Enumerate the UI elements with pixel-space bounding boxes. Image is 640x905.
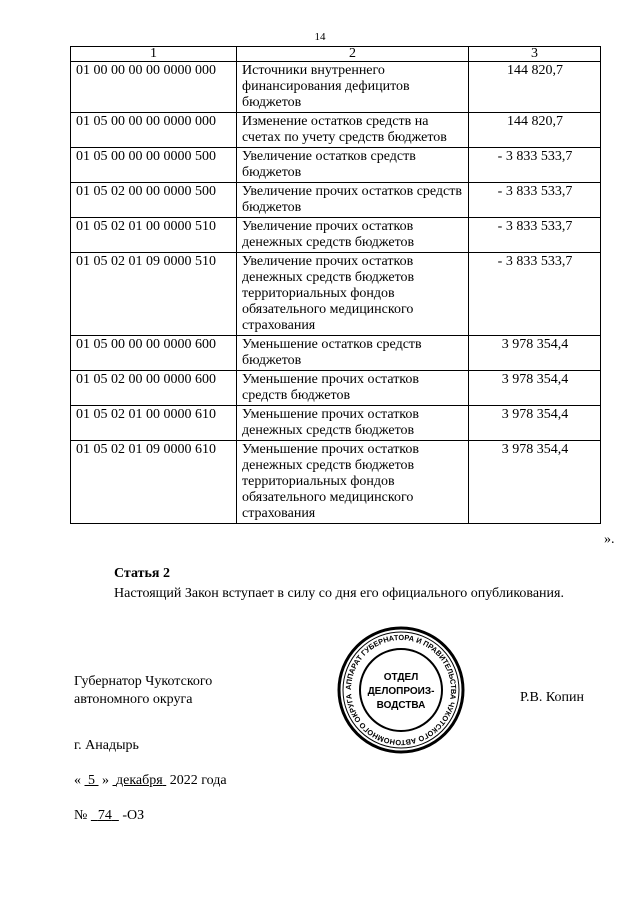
- row-name: Источники внутреннего финансирования дефицитов бюджетов: [237, 62, 469, 113]
- signing-date: [74, 773, 227, 789]
- signatory-position: [74, 673, 212, 709]
- table-row: [71, 253, 601, 336]
- row-name: Увеличение прочих остатков денежных средств бюджетов территориальных фондов обязательного медицинского страхования: [237, 253, 469, 336]
- seal-center-line: ДЕЛОПРОИЗ-: [367, 686, 435, 697]
- article-text: Настоящий Закон вступает в силу со дня его официального опубликования.: [114, 586, 564, 601]
- table-row: [71, 336, 601, 371]
- table-row: [71, 62, 601, 113]
- row-amount: - 3 833 533,7: [469, 183, 601, 218]
- table-row: [71, 218, 601, 253]
- budget-code: 01 05 02 01 00 0000 610: [71, 406, 237, 441]
- signatory-position-line: Губернатор Чукотского: [74, 674, 213, 689]
- seal-center-line: ВОДСТВА: [376, 700, 426, 711]
- row-amount: - 3 833 533,7: [469, 253, 601, 336]
- budget-code: 01 05 02 01 00 0000 510: [71, 218, 237, 253]
- city-line: г. Анадырь: [74, 738, 139, 753]
- row-amount: - 3 833 533,7: [469, 218, 601, 253]
- table-row: [71, 441, 601, 524]
- table-row: [71, 113, 601, 148]
- row-name: Увеличение остатков средств бюджетов: [237, 148, 469, 183]
- row-name: Уменьшение прочих остатков средств бюджетов: [237, 371, 469, 406]
- date-open-quote: «: [74, 773, 81, 788]
- row-amount: 3 978 354,4: [469, 371, 601, 406]
- law-number: [74, 808, 144, 824]
- budget-sources-table: [70, 46, 601, 524]
- budget-code: 01 05 02 01 09 0000 610: [71, 441, 237, 524]
- seal-center-line: ОТДЕЛ: [383, 672, 419, 683]
- budget-code: 01 05 00 00 00 0000 600: [71, 336, 237, 371]
- budget-code: 01 05 00 00 00 0000 000: [71, 113, 237, 148]
- date-day: 5: [88, 773, 95, 788]
- table-header-row: [71, 47, 601, 62]
- number-suffix: -ОЗ: [122, 808, 145, 823]
- date-month: декабря: [116, 773, 163, 788]
- signatory-position-line: автономного округа: [74, 692, 193, 707]
- date-close-quote: »: [102, 773, 109, 788]
- row-amount: 3 978 354,4: [469, 336, 601, 371]
- row-name: Увеличение прочих остатков средств бюджетов: [237, 183, 469, 218]
- column-header-3: 3: [469, 47, 601, 62]
- closing-quote-mark: ».: [604, 532, 615, 547]
- signatory-name: Р.В. Копин: [520, 690, 584, 705]
- row-amount: - 3 833 533,7: [469, 148, 601, 183]
- page-number: 14: [314, 31, 326, 43]
- table-row: [71, 148, 601, 183]
- row-amount: 3 978 354,4: [469, 406, 601, 441]
- row-name: Изменение остатков средств на счетах по учету средств бюджетов: [237, 113, 469, 148]
- seal-ring-text: АППАРАТ ГУБЕРНАТОРА И ПРАВИТЕЛЬСТВА ЧУКОТСКОГО АВТОНОМНОГО ОКРУГА: [343, 632, 459, 748]
- row-name: Увеличение прочих остатков денежных средств бюджетов: [237, 218, 469, 253]
- article-title: Статья 2: [114, 566, 170, 581]
- row-name: Уменьшение остатков средств бюджетов: [237, 336, 469, 371]
- row-amount: 3 978 354,4: [469, 441, 601, 524]
- date-year: 2022 года: [169, 773, 227, 788]
- table-row: [71, 371, 601, 406]
- budget-code: 01 05 02 00 00 0000 500: [71, 183, 237, 218]
- budget-code: 01 05 00 00 00 0000 500: [71, 148, 237, 183]
- row-name: Уменьшение прочих остатков денежных средств бюджетов территориальных фондов обязательного медицинского страхования: [237, 441, 469, 524]
- table-row: [71, 406, 601, 441]
- number-sign: №: [74, 808, 88, 823]
- budget-code: 01 05 02 00 00 0000 600: [71, 371, 237, 406]
- budget-code: 01 00 00 00 00 0000 000: [71, 62, 237, 113]
- budget-code: 01 05 02 01 09 0000 510: [71, 253, 237, 336]
- number-value: 74: [97, 808, 112, 823]
- row-amount: 144 820,7: [469, 113, 601, 148]
- row-amount: 144 820,7: [469, 62, 601, 113]
- column-header-1: 1: [71, 47, 237, 62]
- column-header-2: 2: [237, 47, 469, 62]
- official-seal-stamp: [336, 625, 466, 755]
- row-name: Уменьшение прочих остатков денежных средств бюджетов: [237, 406, 469, 441]
- table-row: [71, 183, 601, 218]
